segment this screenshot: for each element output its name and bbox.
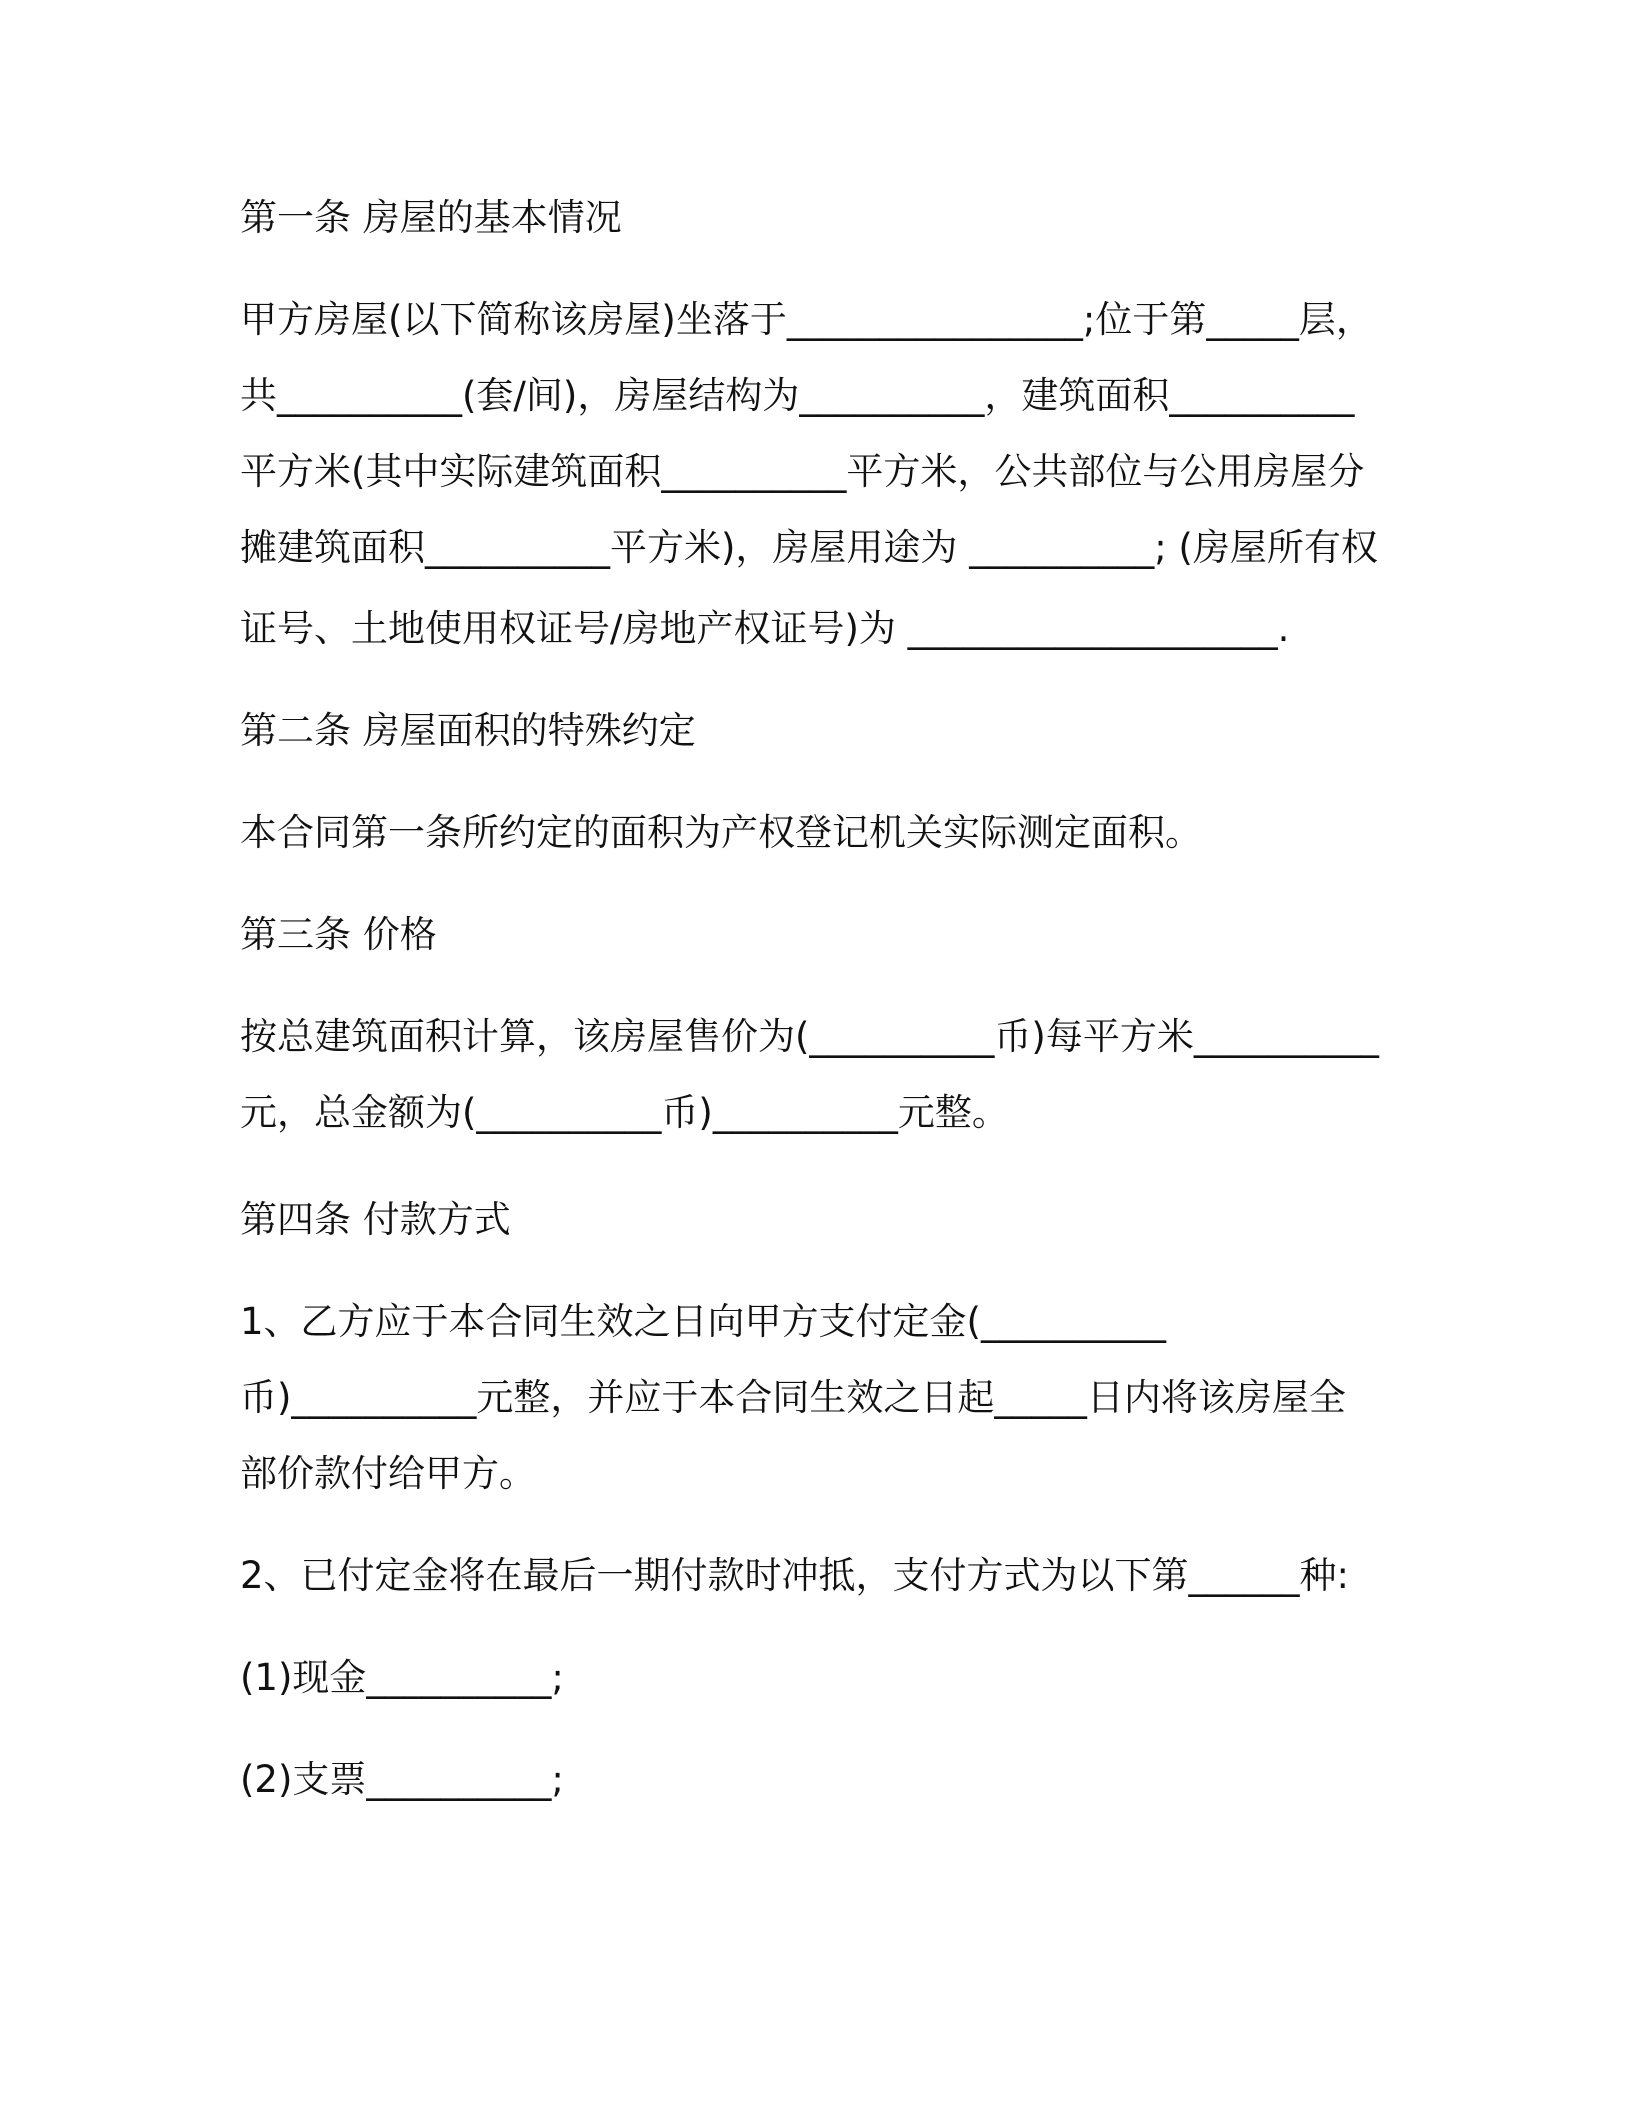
article-4-item-2: 2、已付定金将在最后一期付款时冲抵，支付方式为以下第______种: xyxy=(240,1554,1350,1597)
article-4-item-1-line-1: 1、乙方应于本合同生效之日向甲方支付定金(__________ xyxy=(240,1300,1166,1343)
article-4-item-1-line-2: 币)__________元整，并应于本合同生效之日起_____日内将该房屋全 xyxy=(240,1376,1346,1419)
article-3-heading: 第三条 价格 xyxy=(240,913,437,956)
article-1-line-4: 摊建筑面积__________平方米)，房屋用途为 __________; (房屋所有权 xyxy=(240,526,1378,569)
article-4-item-1-line-3: 部价款付给甲方。 xyxy=(240,1452,536,1495)
article-3-line-2: 元，总金额为(__________币)__________元整。 xyxy=(240,1091,1009,1134)
article-1-line-3: 平方米(其中实际建筑面积__________平方米，公共部位与公用房屋分 xyxy=(240,450,1365,493)
payment-option-cash: (1)现金__________; xyxy=(240,1656,564,1699)
article-1-heading: 第一条 房屋的基本情况 xyxy=(240,196,622,239)
article-1-line-1: 甲方房屋(以下简称该房屋)坐落于________________;位于第_____层， xyxy=(240,298,1373,341)
payment-option-cheque: (2)支票__________; xyxy=(240,1758,564,1801)
article-2-heading: 第二条 房屋面积的特殊约定 xyxy=(240,709,696,752)
article-3-line-1: 按总建筑面积计算，该房屋售价为(__________币)每平方米__________ xyxy=(240,1015,1379,1058)
article-1-line-2: 共__________(套/间)，房屋结构为__________，建筑面积__________ xyxy=(240,374,1355,417)
article-2-text: 本合同第一条所约定的面积为产权登记机关实际测定面积。 xyxy=(240,811,1202,854)
article-4-heading: 第四条 付款方式 xyxy=(240,1198,511,1241)
article-1-line-5: 证号、土地使用权证号/房地产权证号)为 ____________________. xyxy=(240,607,1290,650)
